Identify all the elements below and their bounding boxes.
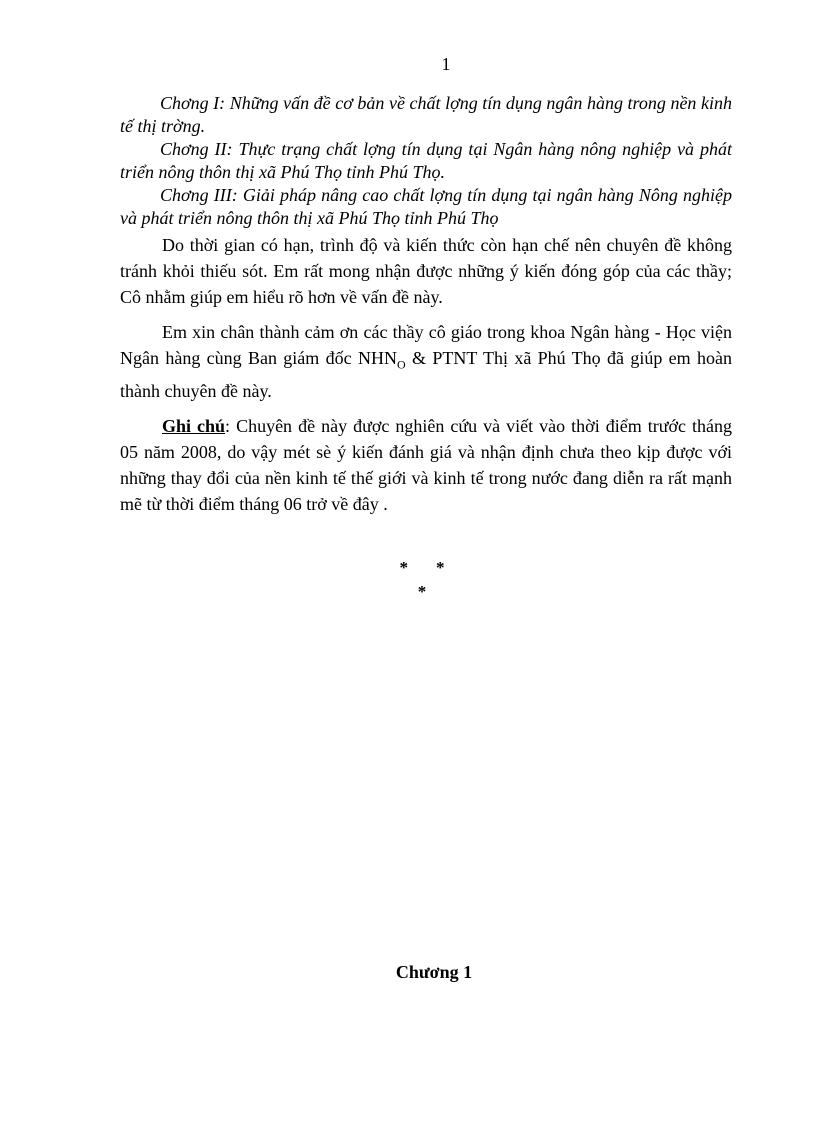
- chapter-heading: Chương 1: [395, 962, 473, 982]
- star-bottom: *: [417, 582, 427, 601]
- chapter-list-item-3: Chơng III: Giải pháp nâng cao chất lợng tín dụng tại ngân hàng Nông nghiệp và phát triển nông thôn thị xã Phú Thọ tỉnh Phú Thọ: [120, 185, 732, 228]
- note-text: : Chuyên đề này được nghiên cứu và viết vào thời điểm trước tháng 05 năm 2008, do vậy mét sè ý kiến đánh giá và nhận định chưa theo kịp được với những thay đổi của nền kinh tế thế giới và kinh tế trong nước đang diễn ra rất mạnh mẽ từ thời điểm tháng 06 trở về đây .: [120, 415, 732, 514]
- note-label: Ghi chú: [162, 415, 226, 436]
- paragraph-note: [120, 413, 732, 517]
- thanks-text-before: Em xin chân thành cảm ơn các thầy cô giáo trong khoa Ngân hàng - Học viện Ngân hàng cùng Ban giám đốc NHN: [120, 322, 732, 368]
- star-right: *: [436, 558, 445, 577]
- document-body: [120, 92, 732, 526]
- chapter-list-item-2: Chơng II: Thực trạng chất lợng tín dụng tại Ngân hàng nông nghiệp và phát triển nông thôn thị xã Phú Thọ tỉnh Phú Thọ.: [120, 139, 732, 182]
- paragraph-limitations: Do thời gian có hạn, trình độ và kiến thức còn hạn chế nên chuyên đề không tránh khỏi thiếu sót. Em rất mong nhận được những ý kiến đóng góp của các thầy; Cô nhằm giúp em hiểu rõ hơn về vấn đề này.: [120, 235, 732, 307]
- star-left: *: [399, 558, 408, 577]
- paragraph-thanks: [120, 319, 732, 404]
- thanks-subscript: O: [396, 357, 406, 372]
- section-separator: [14, 556, 816, 604]
- thanks-text-after: & PTNT Thị xã Phú Thọ đã giúp em hoàn thành chuyên đề này.: [120, 348, 732, 401]
- page-number: 1: [441, 54, 451, 74]
- chapter-list-item-1: Chơng I: Những vấn đề cơ bản về chất lợng tín dụng ngân hàng trong nền kinh tế thị trờng.: [120, 93, 732, 136]
